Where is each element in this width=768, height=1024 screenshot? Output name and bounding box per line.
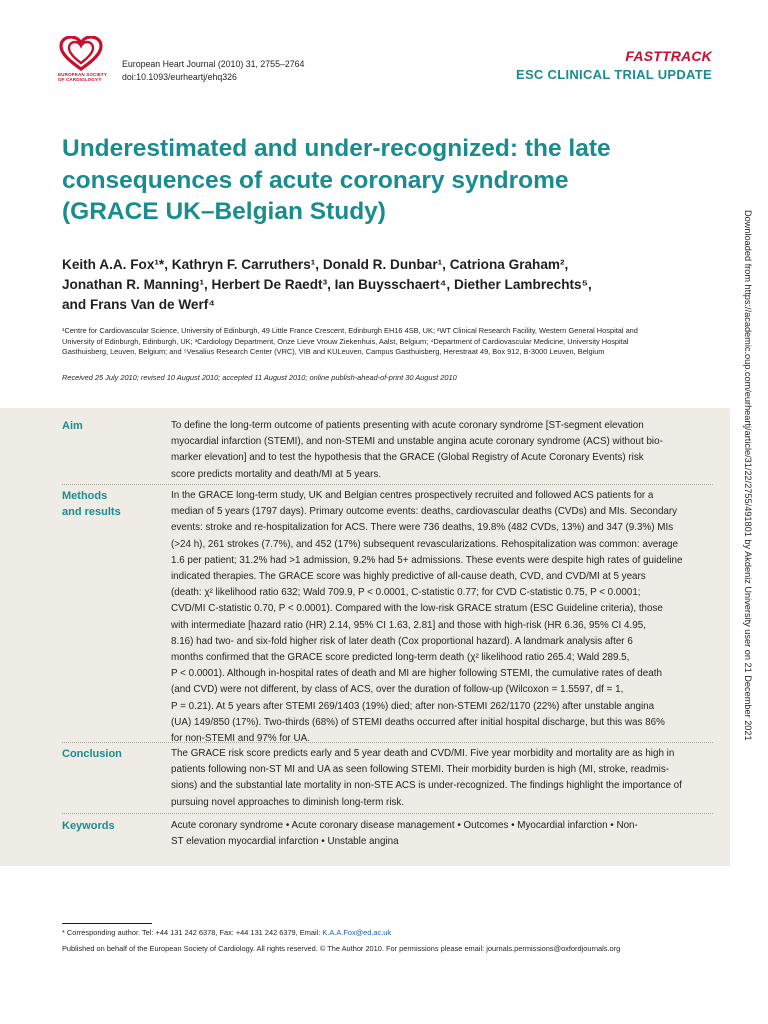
fasttrack-label: FASTTRACK	[625, 48, 712, 64]
affiliations: ¹Centre for Cardiovascular Science, University of Edinburgh, 49 Little France Crescent, Edinburgh EH16 4SB, UK; ²WT Clinical Research Facility, Western General Hospital and University of Edinburgh, Edinburgh, UK; ³Cardiology Department, Onze Lieve Vrouw Ziekenhuis, Aalst, Belgium; ⁴Department of Cardiovascular Medicine, University Hospital Gasthuisberg, Leuven, Belgium; and ⁵Vesalius Research Center (VRC), VIB and KULeuven, Campus Gasthuisberg, Herestraat 49, Box 912, B-3000 Leuven, Belgium	[62, 326, 638, 357]
section-divider	[62, 484, 713, 485]
doi-line: doi:10.1093/eurheartj/ehq326	[122, 72, 237, 82]
keywords-label: Keywords	[62, 820, 115, 832]
section-label: ESC CLINICAL TRIAL UPDATE	[515, 67, 712, 82]
aim-label: Aim	[62, 420, 83, 432]
keywords-text: Acute coronary syndrome • Acute coronary disease management • Outcomes • Myocardial infarction • Non- ST elevation myocardial infarction • Unstable angina	[171, 820, 638, 848]
author-email-link[interactable]: K.A.A.Fox@ed.ac.uk	[322, 928, 392, 937]
conclusion-text: The GRACE risk score predicts early and 5 year death and CVD/MI. Five year morbidity and mortality are as high in patients following non-ST MI and UA as seen following STEMI. Their morbidity burden is high (MI, stroke, readmis- sions) and the substantial late mortality in non-STE ACS is under-recognized. The findings highlight the importance of pursuing novel approaches to diminish long-term risk.	[171, 748, 682, 808]
author-list: Keith A.A. Fox¹*, Kathryn F. Carruthers¹, Donald R. Dunbar¹, Catriona Graham², Jonathan R. Manning¹, Herbert De Raedt³, Ian Buysschaert⁴, Diether Lambrechts⁵, and Frans Van de Werf⁴	[62, 257, 592, 312]
aim-text: To define the long-term outcome of patients presenting with acute coronary syndrome [ST-segment elevation myocardial infarction (STEMI), and non-STEMI and unstable angina acute coronary syndrome (ACS) without bio- marker elevation] and to test the hypothesis that the GRACE (Global Registry of Acute Coronary Events) risk score predicts mortality and death/MI at 5 years.	[171, 420, 663, 480]
conclusion-label: Conclusion	[62, 748, 122, 760]
received-dates: Received 25 July 2010; revised 10 August 2010; accepted 11 August 2010; online publish-ahead-of-print 30 August 2010	[62, 373, 457, 382]
methods-text: In the GRACE long-term study, UK and Belgian centres prospectively recruited and followed ACS patients for a median of 5 years (1797 days). Primary outcome events: deaths, cardiovascular deaths (CVDs) and MIs. Secondary events: stroke and re-hospitalization for ACS. There were 736 deaths, 19.8% (482 CVDs, 13%) and 347 (9.3%) MIs (>24 h), 261 strokes (7.7%), and 452 (17%) subsequent revascularizations. Rehospitalization was common: average 1.6 per patient; 31.2% had >1 admission, 9.2% had 5+ admissions. These events were despite high rates of guideline indicated therapies. The GRACE score was highly predictive of all-cause death, CVD, and CVD/MI at 5 years (death: χ² likelihood ratio 632; Wald 709.9, P < 0.0001, C-statistic 0.77; for CVD C-statistic 0.75, P < 0.0001; CVD/MI C-statistic 0.70, P < 0.0001). Compared with the low-risk GRACE stratum (ESC Guideline criteria), those with intermediate [hazard ratio (HR) 2.14, 95% CI 1.63, 2.81] and those with high-risk (HR 6.36, 95% CI 4.95, 8.16) had two- and six-fold higher risk of later death (Cox proportional hazard). A landmark analysis after 6 months confirmed that the GRACE score predicted long-term death (χ² likelihood ratio 265.4; Wald 289.5, P < 0.0001). Although in-hospital rates of death and MI are higher following STEMI, the cumulative rates of death (and CVD) were not different, by class of ACS, over the duration of follow-up (Wilcoxon = 1.5597, df = 1, P = 0.21). At 5 years after STEMI 269/1403 (19%) died; after non-STEMI 262/1170 (22%) after unstable angina (UA) 149/850 (17%). Two-thirds (68%) of STEMI deaths occurred after initial hospital discharge, but this was 86% for non-STEMI and 97% for UA.	[171, 490, 683, 745]
journal-line: European Heart Journal (2010) 31, 2755–2764	[122, 59, 305, 69]
methods-label: Methods and results	[62, 490, 121, 518]
section-divider	[62, 813, 713, 814]
journal-citation	[122, 58, 304, 84]
footnote-rule	[62, 923, 152, 924]
structured-abstract	[0, 408, 730, 866]
section-divider	[62, 742, 713, 743]
esc-logo	[58, 36, 104, 98]
logo-text: EUROPEAN SOCIETY OF CARDIOLOGY®	[58, 72, 107, 83]
article-title: Underestimated and under-recognized: the late consequences of acute coronary syndrome (GRACE UK–Belgian Study)	[62, 135, 611, 225]
download-notice: Downloaded from https://academic.oup.com/eurheartj/article/31/22/2755/491801 by Akdeniz University user on 21 December 2021	[743, 210, 753, 741]
publication-notice: Published on behalf of the European Society of Cardiology. All rights reserved. © The Author 2010. For permissions please email: journals.permissions@oxfordjournals.org	[62, 944, 621, 953]
corresponding-author: * Corresponding author. Tel: +44 131 242 6378, Fax: +44 131 242 6379, Email: K.A.A.Fox@ed.ac.uk	[62, 928, 392, 937]
heart-logo-icon	[58, 36, 104, 72]
